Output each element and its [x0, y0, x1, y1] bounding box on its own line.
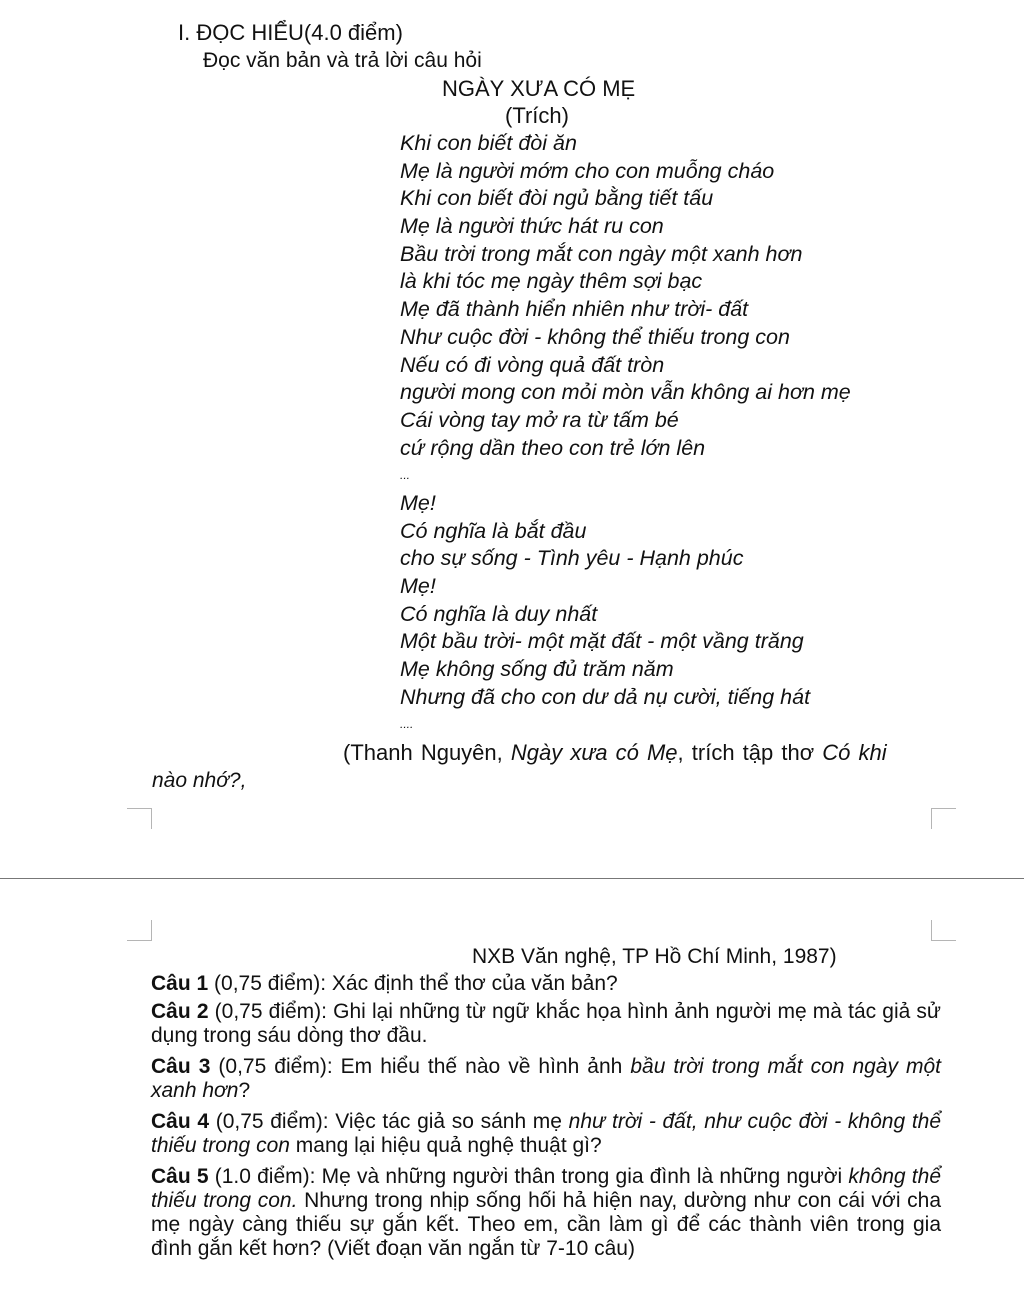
poem-ellipsis: ... — [400, 468, 411, 483]
question-quote: như trời - đất, như cuộc đời - không thể thiếu trong con — [151, 1110, 942, 1157]
question-label: Câu 3 — [151, 1055, 211, 1078]
question-label: Câu 2 — [151, 1000, 209, 1023]
page-corner-mark — [127, 808, 152, 829]
question-2 — [151, 1000, 941, 1048]
source-citation — [343, 740, 887, 766]
question-label: Câu 5 — [151, 1165, 209, 1188]
question-text: (0,75 điểm): Việc tác giả so sánh mẹ — [209, 1110, 569, 1133]
question-text: (1.0 điểm): Mẹ và những người thân trong gia đình là những người — [208, 1165, 849, 1188]
section-heading: I. ĐỌC HIỂU(4.0 điểm) — [178, 20, 403, 45]
question-text: (0,75 điểm): Xác định thể thơ của văn bản? — [208, 972, 618, 995]
question-text: mang lại hiệu quả nghệ thuật gì? — [289, 1134, 602, 1157]
poem-line: Có nghĩa là bắt đầu — [400, 518, 587, 543]
poem-line: Một bầu trời- một mặt đất - một vầng trăng — [400, 629, 804, 654]
question-3 — [151, 1055, 941, 1103]
poem-line: Mẹ! — [400, 490, 436, 515]
poem-line: Cái vòng tay mở ra từ tấm bé — [400, 407, 679, 432]
question-5 — [151, 1165, 941, 1261]
poem-line: Mẹ! — [400, 574, 436, 598]
question-text: Nhưng trong nhịp sống hối hả hiện nay, dường như con cái với cha mẹ ngày càng thiếu sự gắn kết. Theo em, cần làm gì để các thành viên trong gia đình gắn kết hơn? (Viết đoạn văn ngắn từ 7-10 câu) — [151, 1189, 941, 1260]
source-collection-cont: nào nhớ?, — [152, 769, 247, 792]
poem-line: Mẹ không sống đủ trăm năm — [400, 657, 674, 682]
question-label: Câu 1 — [151, 972, 209, 995]
poem-ellipsis: .... — [400, 717, 414, 732]
page-break — [0, 878, 1024, 879]
question-text: ? — [238, 1079, 251, 1102]
poem-subtitle: (Trích) — [505, 103, 569, 128]
question-quote: không thể thiếu trong con. — [151, 1165, 941, 1212]
poem-line: Khi con biết đòi ngủ bằng tiết tấu — [400, 186, 714, 211]
poem-line: người mong con mỏi mòn vẫn không ai hơn mẹ — [400, 380, 851, 405]
poem-line: là khi tóc mẹ ngày thêm sợi bạc — [400, 269, 703, 294]
question-quote: bầu trời trong mắt con ngày một xanh hơn — [151, 1055, 942, 1102]
poem-line: Mẹ là người thức hát ru con — [400, 214, 664, 239]
page-corner-mark — [931, 808, 956, 829]
source-poem-name: Ngày xưa có Mẹ — [510, 740, 678, 765]
poem-line: cứ rộng dần theo con trẻ lớn lên — [400, 435, 706, 460]
instruction: Đọc văn bản và trả lời câu hỏi — [203, 49, 482, 72]
poem-line: Mẹ là người mớm cho con muỗng cháo — [400, 158, 775, 183]
poem-line: Bầu trời trong mắt con ngày một xanh hơn — [400, 241, 803, 266]
poem-line: Như cuộc đời - không thể thiếu trong con — [400, 324, 790, 349]
page-corner-mark — [127, 920, 152, 941]
question-text: (0,75 điểm): Ghi lại những từ ngữ khắc họa hình ảnh người mẹ mà tác giả sử dụng trong sáu dòng thơ đầu. — [151, 1000, 941, 1047]
question-text: (0,75 điểm): Em hiểu thế nào về hình ảnh — [210, 1055, 631, 1078]
question-label: Câu 4 — [151, 1110, 210, 1133]
poem-line: Khi con biết đòi ăn — [400, 131, 577, 155]
poem-line: Có nghĩa là duy nhất — [400, 601, 598, 626]
question-1 — [151, 972, 941, 996]
poem-line: Mẹ đã thành hiển nhiên như trời- đất — [400, 297, 749, 322]
poem-line: cho sự sống - Tình yêu - Hạnh phúc — [400, 546, 744, 571]
source-middle: , trích tập thơ — [677, 740, 823, 765]
poem-line: Nếu có đi vòng quả đất tròn — [400, 352, 665, 377]
poem-body — [400, 130, 851, 739]
source-publisher: NXB Văn nghệ, TP Hồ Chí Minh, 1987) — [472, 945, 837, 968]
source-open: (Thanh Nguyên, — [343, 740, 511, 765]
poem-title: NGÀY XƯA CÓ MẸ — [442, 76, 636, 101]
poem-line: Nhưng đã cho con dư dả nụ cười, tiếng hát — [400, 684, 811, 709]
page-corner-mark — [931, 920, 956, 941]
question-4 — [151, 1110, 941, 1158]
source-collection: Có khi — [822, 740, 887, 765]
